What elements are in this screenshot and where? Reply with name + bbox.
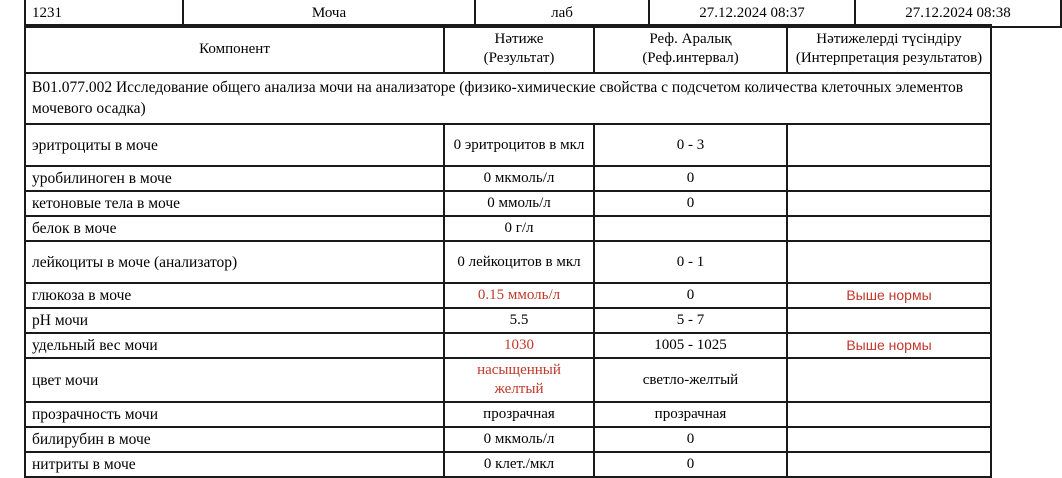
column-header-interpretation: [787, 25, 991, 73]
cell-reference-interval: 0: [594, 166, 787, 191]
cell-result: 1030: [444, 333, 594, 358]
table-row: [25, 358, 991, 402]
table-row: [25, 333, 991, 358]
cell-reference-interval: 0 - 1: [594, 241, 787, 283]
cell-interpretation: [787, 308, 991, 333]
cell-interpretation: [787, 191, 991, 216]
cell-result: 5.5: [444, 308, 594, 333]
column-header-result-ru: (Результат): [483, 50, 555, 66]
cell-component: цвет мочи: [25, 358, 444, 402]
cell-reference-interval: [594, 216, 787, 241]
sample-type: Моча: [183, 0, 475, 27]
column-header-reference-kk: Реф. Аралық: [649, 31, 732, 47]
results-header-row: [25, 25, 991, 73]
cell-result: 0 мкмоль/л: [444, 427, 594, 452]
cell-result: 0 мкмоль/л: [444, 166, 594, 191]
cell-result: 0 г/л: [444, 216, 594, 241]
cell-reference-interval: 0: [594, 452, 787, 477]
sample-id: 1231: [25, 0, 183, 27]
table-row: [25, 241, 991, 283]
sample-strip-row: [25, 0, 1061, 27]
cell-component: удельный вес мочи: [25, 333, 444, 358]
cell-interpretation: [787, 358, 991, 402]
table-row: [25, 402, 991, 427]
cell-component: прозрачность мочи: [25, 402, 444, 427]
cell-reference-interval: прозрачная: [594, 402, 787, 427]
table-row: [25, 452, 991, 477]
cell-result: прозрачная: [444, 402, 594, 427]
cell-interpretation: [787, 241, 991, 283]
cell-result: 0 ммоль/л: [444, 191, 594, 216]
column-header-component-kk: Компонент: [199, 40, 270, 57]
cell-reference-interval: 0: [594, 283, 787, 308]
cell-interpretation: [787, 402, 991, 427]
cell-interpretation: [787, 166, 991, 191]
results-table-head: [25, 25, 991, 73]
table-row: [25, 166, 991, 191]
cell-component: кетоновые тела в моче: [25, 191, 444, 216]
cell-result: насыщенный желтый: [444, 358, 594, 402]
cell-component: глюкоза в моче: [25, 283, 444, 308]
cell-reference-interval: 0: [594, 427, 787, 452]
cell-reference-interval: 1005 - 1025: [594, 333, 787, 358]
cell-reference-interval: светло-желтый: [594, 358, 787, 402]
cell-component: билирубин в моче: [25, 427, 444, 452]
cell-reference-interval: 5 - 7: [594, 308, 787, 333]
urinalysis-results-table: [24, 24, 992, 478]
cell-interpretation: Выше нормы: [787, 333, 991, 358]
cell-interpretation: [787, 124, 991, 166]
cell-result: 0 клет./мкл: [444, 452, 594, 477]
column-header-interpretation-kk: Нәтижелерді түсіндіру: [816, 31, 962, 47]
table-row: [25, 283, 991, 308]
table-row: [25, 124, 991, 166]
column-header-result: [444, 25, 594, 73]
column-header-reference: [594, 25, 787, 73]
cell-result: 0 эритроцитов в мкл: [444, 124, 594, 166]
table-row: [25, 216, 991, 241]
cell-reference-interval: 0: [594, 191, 787, 216]
table-row: [25, 191, 991, 216]
cell-interpretation: [787, 427, 991, 452]
table-row: [25, 308, 991, 333]
cell-component: лейкоциты в моче (анализатор): [25, 241, 444, 283]
panel-title-row: [25, 73, 991, 124]
results-table-body: [25, 73, 991, 477]
sample-date-reported: 27.12.2024 08:38: [855, 0, 1061, 27]
cell-component: белок в моче: [25, 216, 444, 241]
cell-result: 0 лейкоцитов в мкл: [444, 241, 594, 283]
panel-title: B01.077.002 Исследование общего анализа мочи на анализаторе (физико-химические свойства с подсчетом количества клеточных элементов мочевого осадка): [25, 73, 991, 124]
column-header-component: [25, 25, 444, 73]
cell-interpretation: Выше нормы: [787, 283, 991, 308]
cell-interpretation: [787, 216, 991, 241]
cell-result: 0.15 ммоль/л: [444, 283, 594, 308]
sample-department: лаб: [475, 0, 649, 27]
cell-component: нитриты в моче: [25, 452, 444, 477]
cell-interpretation: [787, 452, 991, 477]
column-header-reference-ru: (Реф.интервал): [642, 50, 739, 66]
cell-reference-interval: 0 - 3: [594, 124, 787, 166]
cell-component: эритроциты в моче: [25, 124, 444, 166]
cell-component: pH мочи: [25, 308, 444, 333]
column-header-interpretation-ru: (Интерпретация результатов): [795, 50, 983, 66]
table-row: [25, 427, 991, 452]
cell-component: уробилиноген в моче: [25, 166, 444, 191]
column-header-result-kk: Нәтиже: [494, 31, 544, 47]
sample-date-collected: 27.12.2024 08:37: [649, 0, 855, 27]
